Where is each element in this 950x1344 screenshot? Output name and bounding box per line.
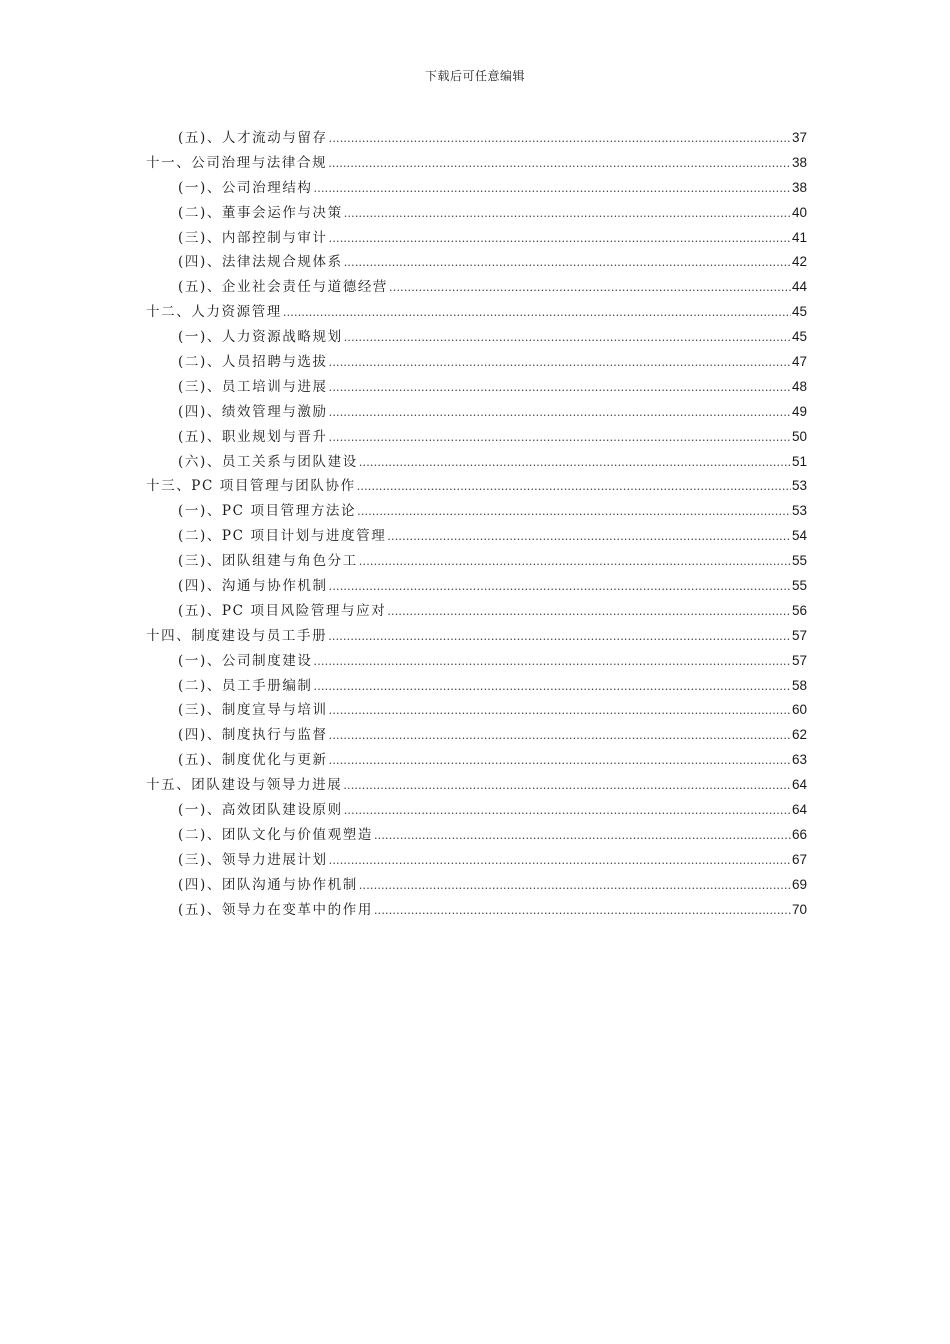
- toc-dot-leader: [329, 724, 791, 749]
- toc-dot-leader: [389, 276, 791, 301]
- toc-page-number: 57: [791, 627, 807, 643]
- toc-section-entry[interactable]: [0, 748, 950, 773]
- toc-page-number: 66: [791, 826, 807, 842]
- toc-section-entry[interactable]: [0, 649, 950, 674]
- toc-entry-title: (二)、团队文化与价值观塑造: [178, 826, 373, 843]
- toc-dot-leader: [329, 749, 791, 774]
- toc-entry-title: 十二、人力资源管理: [146, 304, 282, 321]
- toc-section-entry[interactable]: [0, 126, 950, 151]
- toc-section-entry[interactable]: [0, 201, 950, 226]
- toc-page-number: 42: [791, 254, 807, 270]
- toc-page-number: 63: [791, 752, 807, 768]
- toc-entry-title: (四)、法律法规合规体系: [178, 254, 343, 271]
- toc-section-entry[interactable]: [0, 898, 950, 923]
- toc-section-entry[interactable]: [0, 350, 950, 375]
- toc-dot-leader: [329, 575, 791, 600]
- toc-page-number: 51: [791, 453, 807, 469]
- toc-dot-leader: [329, 849, 791, 874]
- toc-page-number: 40: [791, 204, 807, 220]
- toc-entry-title: (一)、公司治理结构: [178, 179, 313, 196]
- toc-dot-leader: [329, 227, 791, 252]
- toc-entry-title: (二)、董事会运作与决策: [178, 204, 343, 221]
- toc-entry-title: 十五、团队建设与领导力进展: [146, 777, 343, 794]
- page-header: 下载后可任意编辑: [424, 69, 525, 83]
- toc-entry-title: (一)、PC 项目管理方法论: [178, 503, 357, 520]
- toc-section-entry[interactable]: [0, 723, 950, 748]
- toc-section-entry[interactable]: [0, 275, 950, 300]
- toc-page-number: 54: [791, 528, 807, 544]
- toc-entry-title: (六)、员工关系与团队建设: [178, 453, 358, 470]
- toc-page-number: 38: [791, 154, 807, 170]
- toc-section-entry[interactable]: [0, 848, 950, 873]
- toc-dot-leader: [329, 401, 791, 426]
- toc-entry-title: (一)、公司制度建设: [178, 652, 313, 669]
- toc-dot-leader: [329, 426, 791, 451]
- toc-dot-leader: [329, 351, 791, 376]
- toc-entry-title: (五)、职业规划与晋升: [178, 428, 328, 445]
- toc-entry-title: (四)、沟通与协作机制: [178, 578, 328, 595]
- toc-page-number: 44: [791, 279, 807, 295]
- toc-entry-title: (二)、PC 项目计划与进度管理: [178, 528, 387, 545]
- toc-page-number: 60: [791, 702, 807, 718]
- toc-entry-title: (三)、制度宣导与培训: [178, 702, 328, 719]
- toc-page-number: 45: [791, 304, 807, 320]
- toc-page-number: 53: [791, 503, 807, 519]
- toc-section-entry[interactable]: [0, 375, 950, 400]
- toc-entry-title: (二)、人员招聘与选拔: [178, 354, 328, 371]
- toc-entry-title: (五)、领导力在变革中的作用: [178, 901, 373, 918]
- toc-entry-title: (五)、制度优化与更新: [178, 752, 328, 769]
- toc-section-entry[interactable]: [0, 549, 950, 574]
- toc-page-number: 58: [791, 677, 807, 693]
- toc-dot-leader: [344, 799, 791, 824]
- toc-dot-leader: [329, 376, 791, 401]
- toc-section-entry[interactable]: [0, 823, 950, 848]
- toc-section-entry[interactable]: [0, 698, 950, 723]
- toc-entry-title: (四)、绩效管理与激励: [178, 403, 328, 420]
- toc-entry-title: 十一、公司治理与法律合规: [146, 154, 328, 171]
- toc-page-number: 49: [791, 403, 807, 419]
- toc-page-number: 37: [791, 130, 807, 145]
- toc-chapter-entry[interactable]: [0, 300, 950, 325]
- toc-entry-title: 十三、PC 项目管理与团队协作: [146, 478, 356, 495]
- toc-dot-leader: [359, 451, 791, 476]
- toc-chapter-entry[interactable]: [0, 474, 950, 499]
- toc-dot-leader: [387, 525, 791, 550]
- toc-entry-title: (五)、人才流动与留存: [178, 130, 328, 146]
- toc-dot-leader: [374, 824, 791, 849]
- toc-section-entry[interactable]: [0, 674, 950, 699]
- toc-page-number: 47: [791, 354, 807, 370]
- toc-section-entry[interactable]: [0, 325, 950, 350]
- toc-dot-leader: [374, 899, 791, 924]
- toc-page-number: 55: [791, 553, 807, 569]
- toc-entry-title: (三)、员工培训与进展: [178, 378, 328, 395]
- toc-entry-title: (二)、员工手册编制: [178, 677, 313, 694]
- toc-dot-leader: [329, 699, 791, 724]
- toc-entry-title: (三)、内部控制与审计: [178, 229, 328, 246]
- toc-page-number: 53: [791, 478, 807, 494]
- toc-page-number: 62: [791, 727, 807, 743]
- toc-section-entry[interactable]: [0, 400, 950, 425]
- toc-dot-leader: [314, 675, 791, 700]
- toc-dot-leader: [357, 475, 791, 500]
- toc-dot-leader: [359, 874, 791, 899]
- toc-section-entry[interactable]: [0, 250, 950, 275]
- toc-page-number: 45: [791, 329, 807, 345]
- toc-dot-leader: [329, 127, 791, 152]
- toc-chapter-entry[interactable]: [0, 624, 950, 649]
- toc-page-number: 50: [791, 428, 807, 444]
- toc-section-entry[interactable]: [0, 176, 950, 201]
- toc-section-entry[interactable]: [0, 574, 950, 599]
- toc-page-number: 70: [791, 901, 807, 917]
- toc-entry-title: (三)、团队组建与角色分工: [178, 553, 358, 570]
- toc-entry-title: 十四、制度建设与员工手册: [146, 627, 328, 644]
- toc-page-number: 67: [791, 851, 807, 867]
- toc-dot-leader: [343, 774, 791, 799]
- toc-entry-title: (四)、制度执行与监督: [178, 727, 328, 744]
- toc-dot-leader: [328, 152, 791, 177]
- toc-entry-title: (四)、团队沟通与协作机制: [178, 876, 358, 893]
- toc-section-entry[interactable]: [0, 524, 950, 549]
- table-of-contents: [0, 126, 950, 923]
- toc-section-entry[interactable]: [0, 599, 950, 624]
- toc-dot-leader: [344, 326, 791, 351]
- toc-page-number: 48: [791, 378, 807, 394]
- toc-dot-leader: [283, 301, 791, 326]
- toc-entry-title: (五)、PC 项目风险管理与应对: [178, 602, 387, 619]
- toc-entry-title: (三)、领导力进展计划: [178, 851, 328, 868]
- toc-chapter-entry[interactable]: [0, 773, 950, 798]
- toc-section-entry[interactable]: [0, 450, 950, 475]
- toc-page-number: 41: [791, 229, 807, 245]
- toc-chapter-entry[interactable]: [0, 151, 950, 176]
- toc-page-number: 57: [791, 652, 807, 668]
- toc-section-entry[interactable]: [0, 226, 950, 251]
- toc-dot-leader: [359, 550, 791, 575]
- toc-section-entry[interactable]: [0, 798, 950, 823]
- toc-section-entry[interactable]: [0, 873, 950, 898]
- toc-dot-leader: [344, 202, 791, 227]
- toc-section-entry[interactable]: [0, 499, 950, 524]
- toc-page-number: 38: [791, 179, 807, 195]
- toc-dot-leader: [344, 251, 791, 276]
- toc-page-number: 64: [791, 777, 807, 793]
- toc-dot-leader: [357, 500, 791, 525]
- toc-dot-leader: [328, 625, 791, 650]
- toc-page-number: 64: [791, 802, 807, 818]
- toc-entry-title: (一)、高效团队建设原则: [178, 802, 343, 819]
- toc-page-number: 55: [791, 578, 807, 594]
- toc-entry-title: (五)、企业社会责任与道德经营: [178, 279, 389, 296]
- toc-section-entry[interactable]: [0, 425, 950, 450]
- toc-dot-leader: [387, 600, 791, 625]
- toc-page-number: 56: [791, 602, 807, 618]
- toc-dot-leader: [314, 177, 791, 202]
- toc-page-number: 69: [791, 876, 807, 892]
- toc-entry-title: (一)、人力资源战略规划: [178, 329, 343, 346]
- toc-dot-leader: [314, 650, 791, 675]
